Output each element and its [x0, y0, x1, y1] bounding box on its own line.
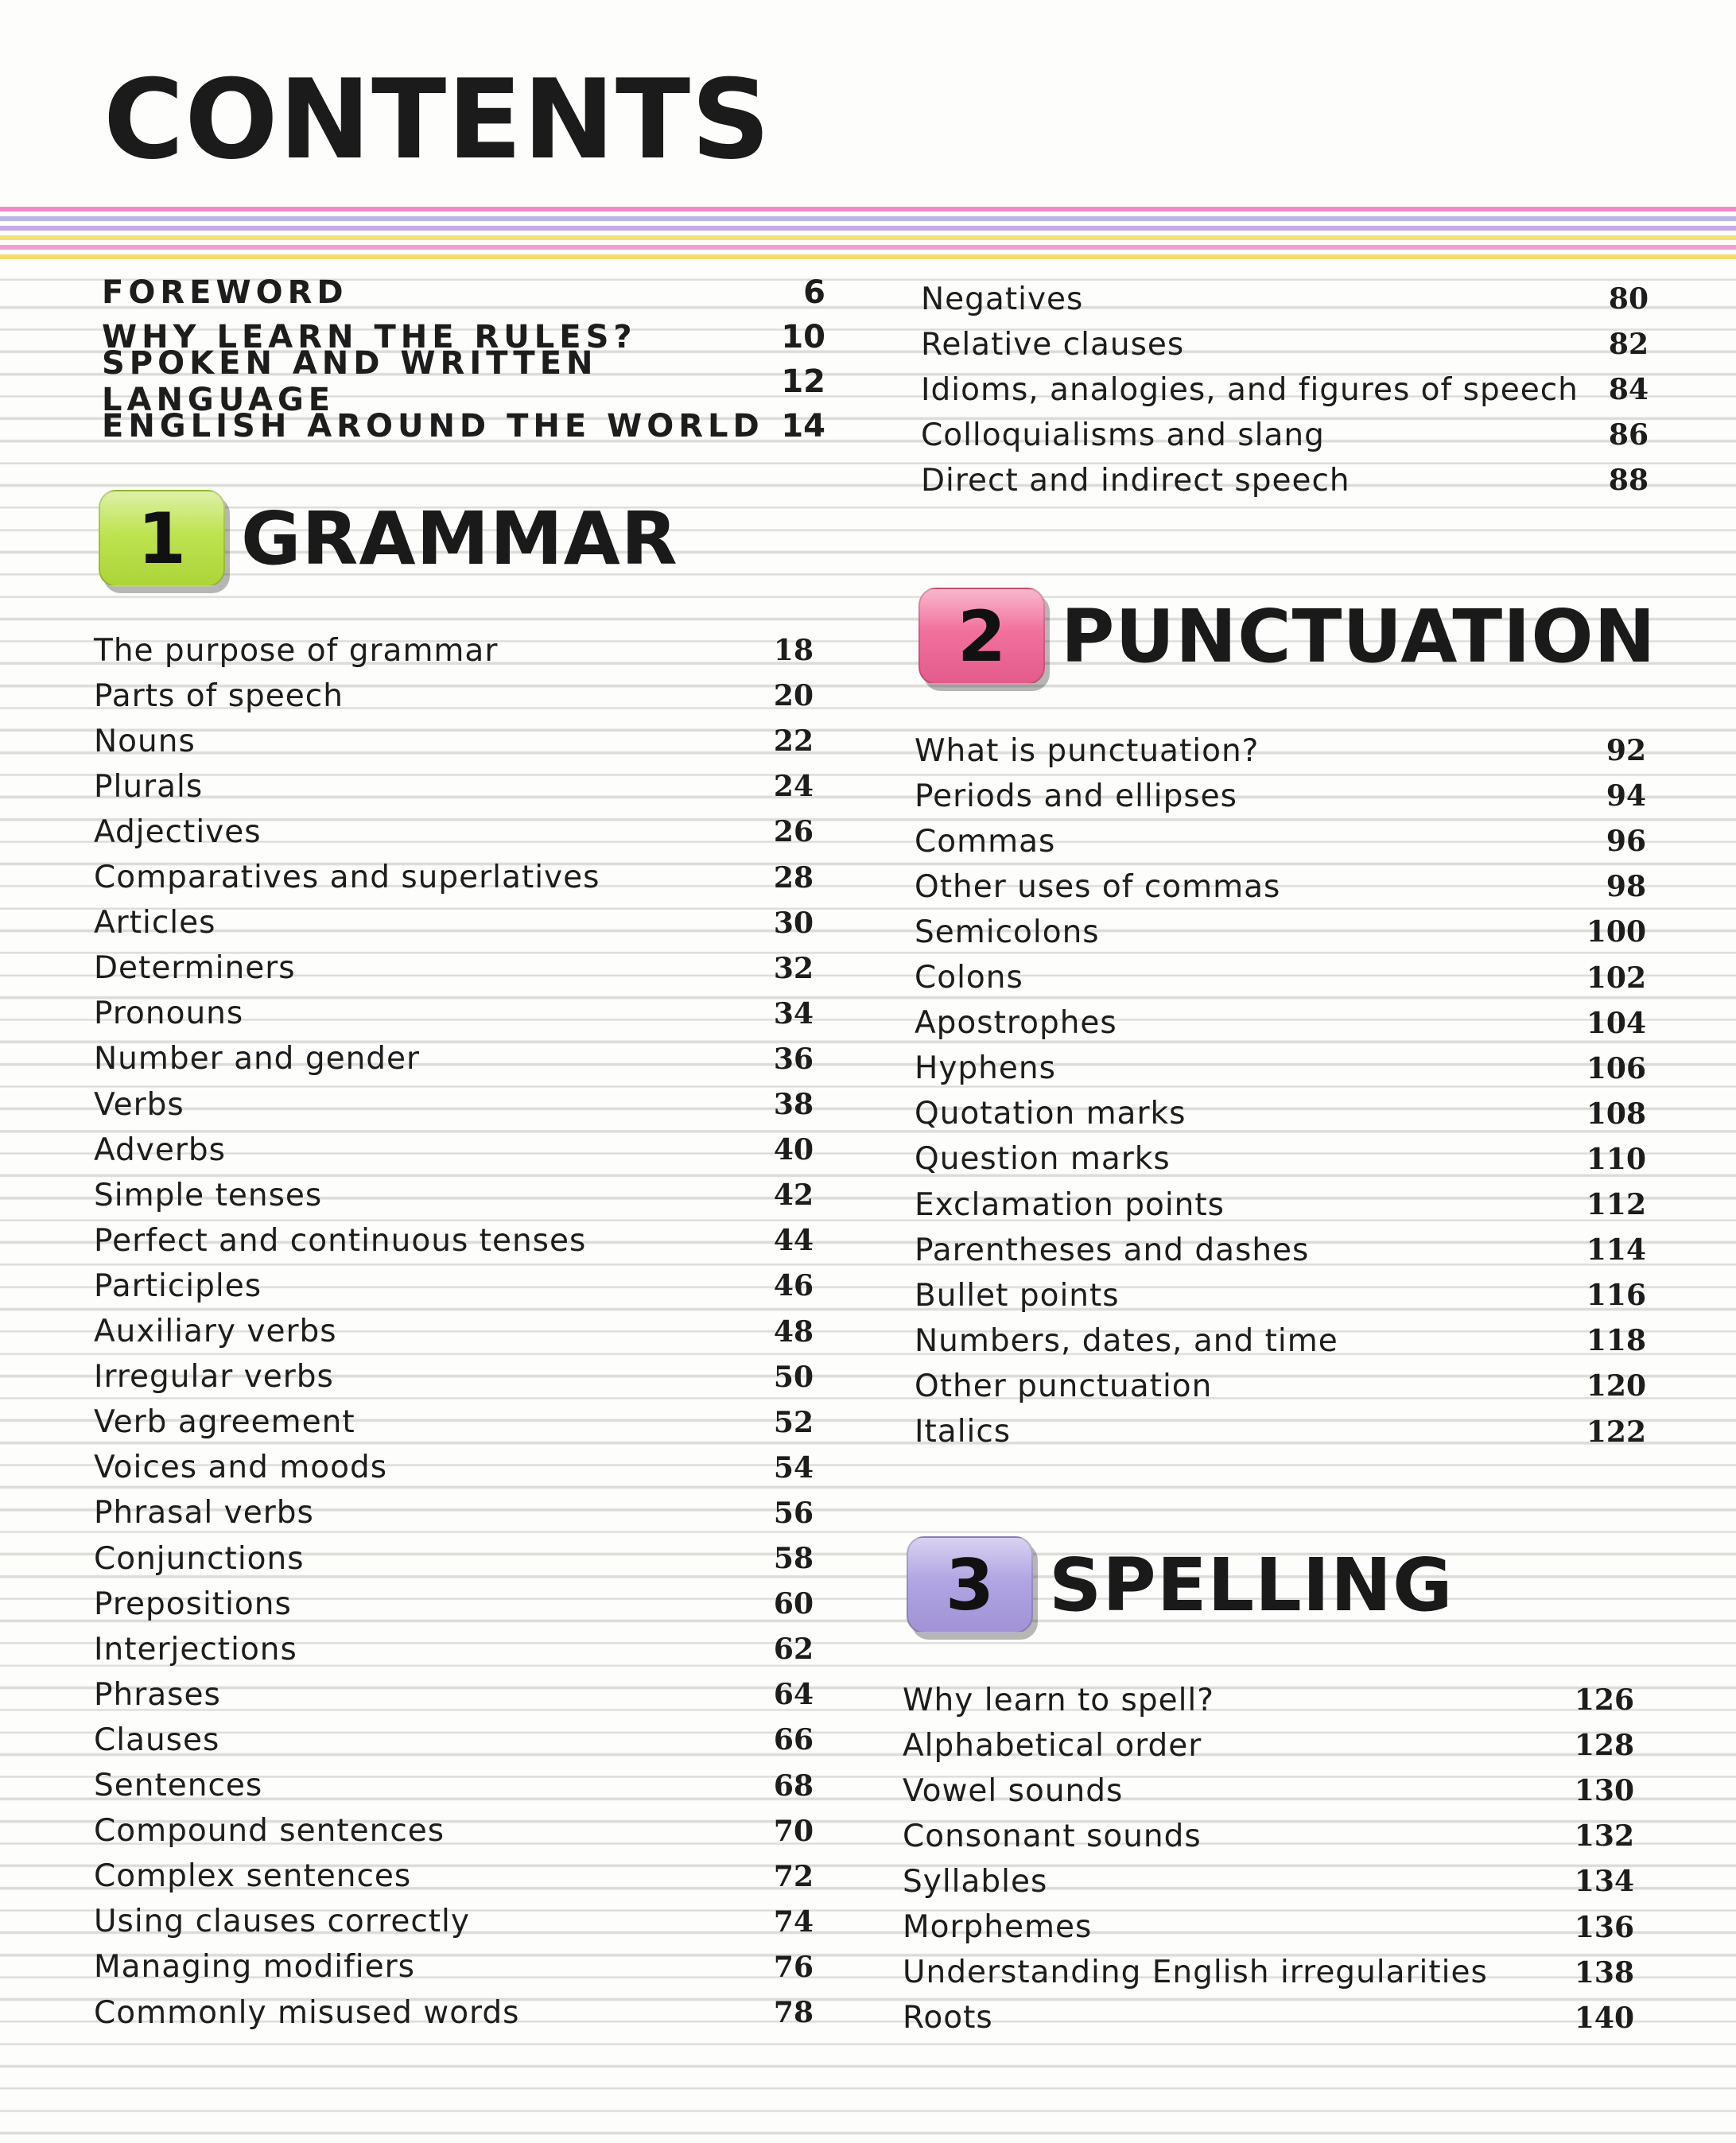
entry-page: 110 — [1586, 1142, 1646, 1176]
entry-page: 82 — [1608, 328, 1649, 361]
entry-page: 128 — [1574, 1729, 1634, 1763]
toc-entry[interactable] — [94, 1627, 814, 1671]
toc-entry[interactable] — [915, 1318, 1646, 1363]
entry-page: 118 — [1586, 1324, 1646, 1358]
entry-page: 78 — [773, 1996, 814, 2029]
entry-label: Managing modifiers — [94, 1949, 415, 1986]
entry-label: Comparatives and superlatives — [94, 860, 600, 895]
entry-label: WHY LEARN THE RULES? — [102, 319, 637, 355]
section-number-badge — [918, 588, 1045, 685]
entry-page: 120 — [1586, 1369, 1646, 1403]
toc-entry[interactable] — [915, 1092, 1646, 1136]
toc-entry[interactable] — [915, 1273, 1646, 1318]
stripe — [0, 235, 1736, 240]
toc-entry[interactable] — [915, 864, 1646, 909]
entry-label: Verbs — [94, 1086, 184, 1123]
toc-entry[interactable] — [94, 1990, 814, 2035]
toc-entry[interactable] — [94, 1082, 814, 1127]
toc-entry[interactable] — [921, 413, 1649, 457]
entry-page: 22 — [773, 724, 814, 759]
toc-entry[interactable] — [94, 901, 814, 945]
entry-page: 14 — [781, 408, 825, 445]
entry-page: 6 — [803, 274, 825, 311]
section-number: 3 — [945, 1543, 995, 1626]
toc-entry[interactable] — [94, 1173, 814, 1217]
entry-page: 86 — [1608, 418, 1649, 452]
stripe — [0, 216, 1736, 221]
entry-label: Vowel sounds — [903, 1772, 1124, 1809]
toc-entry[interactable] — [915, 956, 1646, 1000]
toc-entry[interactable] — [915, 819, 1646, 864]
entry-page: 50 — [773, 1360, 814, 1394]
toc-entry[interactable] — [94, 1900, 814, 1944]
entry-page: 54 — [773, 1450, 814, 1485]
entry-page: 126 — [1574, 1683, 1634, 1717]
entry-label: Plurals — [94, 768, 204, 805]
entry-label: Idioms, analogies, and figures of speech — [921, 371, 1579, 408]
section-number: 1 — [137, 497, 187, 580]
toc-entry[interactable] — [903, 1814, 1634, 1858]
toc-entry[interactable] — [102, 345, 825, 418]
section-heading-spelling — [907, 1533, 1454, 1636]
toc-entry[interactable] — [94, 992, 814, 1036]
section-heading-grammar — [99, 487, 678, 590]
toc-entry[interactable] — [94, 1854, 814, 1899]
entry-page: 62 — [773, 1632, 814, 1667]
entry-page: 36 — [773, 1042, 814, 1076]
entry-page: 106 — [1586, 1051, 1646, 1085]
entry-label: What is punctuation? — [915, 732, 1260, 769]
toc-entry[interactable] — [903, 1859, 1634, 1904]
entry-label: Quotation marks — [915, 1096, 1186, 1132]
entry-label: FOREWORD — [102, 274, 348, 311]
entry-page: 104 — [1586, 1006, 1646, 1040]
toc-entry[interactable] — [94, 1037, 814, 1081]
toc-entry[interactable] — [915, 910, 1646, 954]
entry-page: 114 — [1586, 1233, 1646, 1268]
entry-page: 70 — [773, 1814, 814, 1848]
entry-label: Number and gender — [94, 1041, 421, 1077]
entry-page: 58 — [773, 1542, 814, 1575]
toc-entry[interactable] — [915, 774, 1646, 818]
toc-entry[interactable] — [94, 1491, 814, 1535]
entry-page: 96 — [1606, 825, 1646, 859]
entry-page: 80 — [1608, 282, 1649, 316]
toc-entry[interactable] — [915, 1046, 1646, 1091]
toc-entry[interactable] — [921, 322, 1649, 367]
entry-label: Irregular verbs — [94, 1359, 334, 1396]
toc-entry[interactable] — [94, 1264, 814, 1308]
toc-entry[interactable] — [102, 404, 825, 448]
entry-page: 98 — [1606, 870, 1646, 904]
entry-page: 38 — [773, 1088, 814, 1121]
entry-page: 84 — [1608, 373, 1649, 406]
entry-page: 32 — [773, 951, 814, 985]
entry-page: 44 — [773, 1224, 814, 1258]
entry-label: Using clauses correctly — [94, 1904, 470, 1940]
toc-entry[interactable] — [915, 1410, 1646, 1454]
stripe — [0, 245, 1736, 250]
toc-entry[interactable] — [915, 1137, 1646, 1182]
entry-label: Roots — [903, 2000, 993, 2036]
entry-page: 102 — [1586, 961, 1646, 995]
entry-page: 60 — [773, 1587, 814, 1621]
entry-page: 34 — [773, 996, 814, 1031]
entry-label: Question marks — [915, 1141, 1171, 1178]
entry-page: 30 — [773, 906, 814, 940]
entry-label: Voices and moods — [94, 1450, 388, 1486]
toc-entry[interactable] — [94, 946, 814, 991]
toc-entry[interactable] — [94, 1672, 814, 1717]
page-title: CONTENTS — [103, 56, 771, 184]
entry-page: 74 — [773, 1904, 814, 1939]
entry-label: Consonant sounds — [903, 1818, 1202, 1854]
toc-entry[interactable] — [94, 1536, 814, 1581]
entry-label: Numbers, dates, and time — [915, 1322, 1338, 1359]
entry-label: Nouns — [94, 723, 196, 759]
entry-label: Direct and indirect speech — [921, 462, 1350, 499]
entry-label: Exclamation points — [915, 1186, 1225, 1223]
toc-entry[interactable] — [94, 1218, 814, 1263]
toc-entry[interactable] — [915, 1001, 1646, 1046]
toc-entry[interactable] — [94, 764, 814, 809]
entry-page: 134 — [1574, 1865, 1634, 1899]
toc-entry[interactable] — [94, 1400, 814, 1445]
entry-label: Morphemes — [903, 1909, 1093, 1945]
entry-label: Compound sentences — [94, 1813, 445, 1850]
entry-label: SPOKEN AND WRITTEN LANGUAGE — [102, 345, 598, 418]
entry-label: Phrases — [94, 1676, 221, 1713]
entry-page: 100 — [1586, 915, 1646, 949]
entry-label: Hyphens — [915, 1050, 1056, 1087]
entry-label: Verb agreement — [94, 1404, 355, 1441]
section-title: PUNCTUATION — [1061, 593, 1656, 679]
entry-page: 112 — [1586, 1188, 1646, 1221]
toc-entry[interactable] — [94, 1128, 814, 1172]
toc-entry[interactable] — [94, 1355, 814, 1400]
entry-label: Phrasal verbs — [94, 1495, 314, 1532]
entry-label: Adjectives — [94, 813, 262, 850]
entry-label: Pronouns — [94, 996, 244, 1032]
toc-entry[interactable] — [903, 1951, 1634, 1995]
entry-page: 72 — [773, 1859, 814, 1893]
entry-label: Sentences — [94, 1768, 263, 1803]
toc-entry[interactable] — [915, 728, 1646, 773]
stripe — [0, 226, 1736, 231]
toc-entry[interactable] — [903, 1678, 1634, 1722]
entry-label: Clauses — [94, 1722, 220, 1758]
toc-entry[interactable] — [903, 1723, 1634, 1768]
entry-page: 122 — [1586, 1415, 1646, 1449]
toc-entry[interactable] — [915, 1364, 1646, 1408]
entry-page: 40 — [773, 1133, 814, 1167]
toc-entry[interactable] — [94, 856, 814, 900]
toc-entry[interactable] — [94, 1310, 814, 1354]
entry-page: 76 — [773, 1950, 814, 1984]
entry-label: Prepositions — [94, 1586, 292, 1622]
toc-entry[interactable] — [94, 1945, 814, 1990]
toc-entry[interactable] — [94, 719, 814, 763]
entry-page: 130 — [1574, 1774, 1634, 1808]
entry-page: 94 — [1606, 779, 1646, 813]
entry-label: Interjections — [94, 1631, 297, 1667]
entry-label: Conjunctions — [94, 1540, 305, 1577]
entry-label: Negatives — [921, 281, 1084, 317]
entry-page: 46 — [773, 1269, 814, 1303]
section-number: 2 — [957, 595, 1007, 677]
entry-page: 138 — [1574, 1955, 1634, 1990]
entry-page: 48 — [773, 1314, 814, 1349]
toc-entry[interactable] — [102, 270, 825, 315]
toc-entry[interactable] — [94, 1446, 814, 1490]
entry-page: 26 — [773, 815, 814, 849]
entry-label: The purpose of grammar — [94, 632, 499, 669]
entry-label: Colons — [915, 960, 1023, 996]
entry-label: Simple tenses — [94, 1177, 323, 1213]
toc-entry[interactable] — [915, 1182, 1646, 1227]
stripe — [0, 254, 1736, 259]
entry-label: Alphabetical order — [903, 1727, 1202, 1764]
section-title: GRAMMAR — [241, 495, 678, 581]
section-number-badge — [99, 490, 225, 587]
section-title: SPELLING — [1049, 1542, 1454, 1628]
entry-page: 132 — [1574, 1819, 1634, 1854]
entry-label: Bullet points — [915, 1277, 1120, 1314]
entry-label: Articles — [94, 905, 216, 941]
toc-entry[interactable] — [921, 277, 1649, 321]
toc-entry[interactable] — [921, 458, 1649, 503]
entry-page: 52 — [773, 1405, 814, 1439]
entry-page: 18 — [773, 634, 814, 667]
entry-label: Perfect and continuous tenses — [94, 1222, 587, 1259]
entry-label: Parentheses and dashes — [915, 1232, 1310, 1268]
entry-page: 24 — [773, 770, 814, 804]
entry-page: 136 — [1574, 1910, 1634, 1944]
entry-label: Auxiliary verbs — [94, 1314, 337, 1349]
entry-page: 64 — [773, 1678, 814, 1712]
stripe — [0, 207, 1736, 212]
entry-page: 10 — [781, 319, 825, 355]
entry-page: 20 — [773, 679, 814, 713]
entry-page: 56 — [773, 1496, 814, 1530]
toc-entry[interactable] — [903, 1996, 1634, 2040]
entry-page: 42 — [773, 1178, 814, 1213]
entry-label: Colloquialisms and slang — [921, 417, 1325, 453]
toc-entry[interactable] — [94, 628, 814, 673]
entry-label: Complex sentences — [94, 1858, 412, 1895]
entry-label: ENGLISH AROUND THE WORLD — [102, 408, 764, 445]
entry-label: Apostrophes — [915, 1005, 1117, 1042]
entry-label: Why learn to spell? — [903, 1682, 1214, 1718]
entry-page: 140 — [1574, 2001, 1634, 2035]
entry-label: Periods and ellipses — [915, 778, 1237, 814]
toc-entry[interactable] — [94, 1582, 814, 1626]
toc-entry[interactable] — [903, 1905, 1634, 1950]
toc-entry[interactable] — [94, 1764, 814, 1808]
entry-label: Understanding English irregularities — [903, 1955, 1488, 1991]
entry-label: Other uses of commas — [915, 868, 1281, 905]
toc-entry[interactable] — [94, 1718, 814, 1762]
entry-page: 68 — [773, 1768, 814, 1803]
section-heading-punctuation — [918, 584, 1656, 688]
entry-label: Other punctuation — [915, 1368, 1213, 1404]
entry-label: Italics — [915, 1414, 1012, 1450]
section-number-badge — [907, 1536, 1033, 1633]
entry-page: 92 — [1606, 734, 1646, 767]
entry-page: 28 — [773, 860, 814, 895]
entry-label: Commonly misused words — [94, 1994, 520, 2031]
toc-entry[interactable] — [915, 1228, 1646, 1272]
entry-label: Semicolons — [915, 914, 1100, 950]
toc-entry[interactable] — [94, 809, 814, 854]
toc-entry[interactable] — [94, 674, 814, 718]
entry-label: Adverbs — [94, 1132, 226, 1168]
entry-label: Syllables — [903, 1863, 1048, 1900]
entry-page: 116 — [1586, 1279, 1646, 1313]
entry-page: 12 — [781, 363, 825, 400]
entry-page: 88 — [1608, 464, 1649, 497]
entry-label: Commas — [915, 823, 1056, 860]
toc-entry[interactable] — [921, 367, 1649, 412]
toc-entry[interactable] — [94, 1809, 814, 1854]
toc-entry[interactable] — [903, 1768, 1634, 1813]
entry-label: Participles — [94, 1268, 262, 1304]
entry-label: Relative clauses — [921, 326, 1185, 363]
entry-page: 108 — [1586, 1097, 1646, 1131]
entry-page: 66 — [773, 1723, 814, 1757]
entry-label: Parts of speech — [94, 677, 344, 714]
entry-label: Determiners — [94, 950, 296, 987]
